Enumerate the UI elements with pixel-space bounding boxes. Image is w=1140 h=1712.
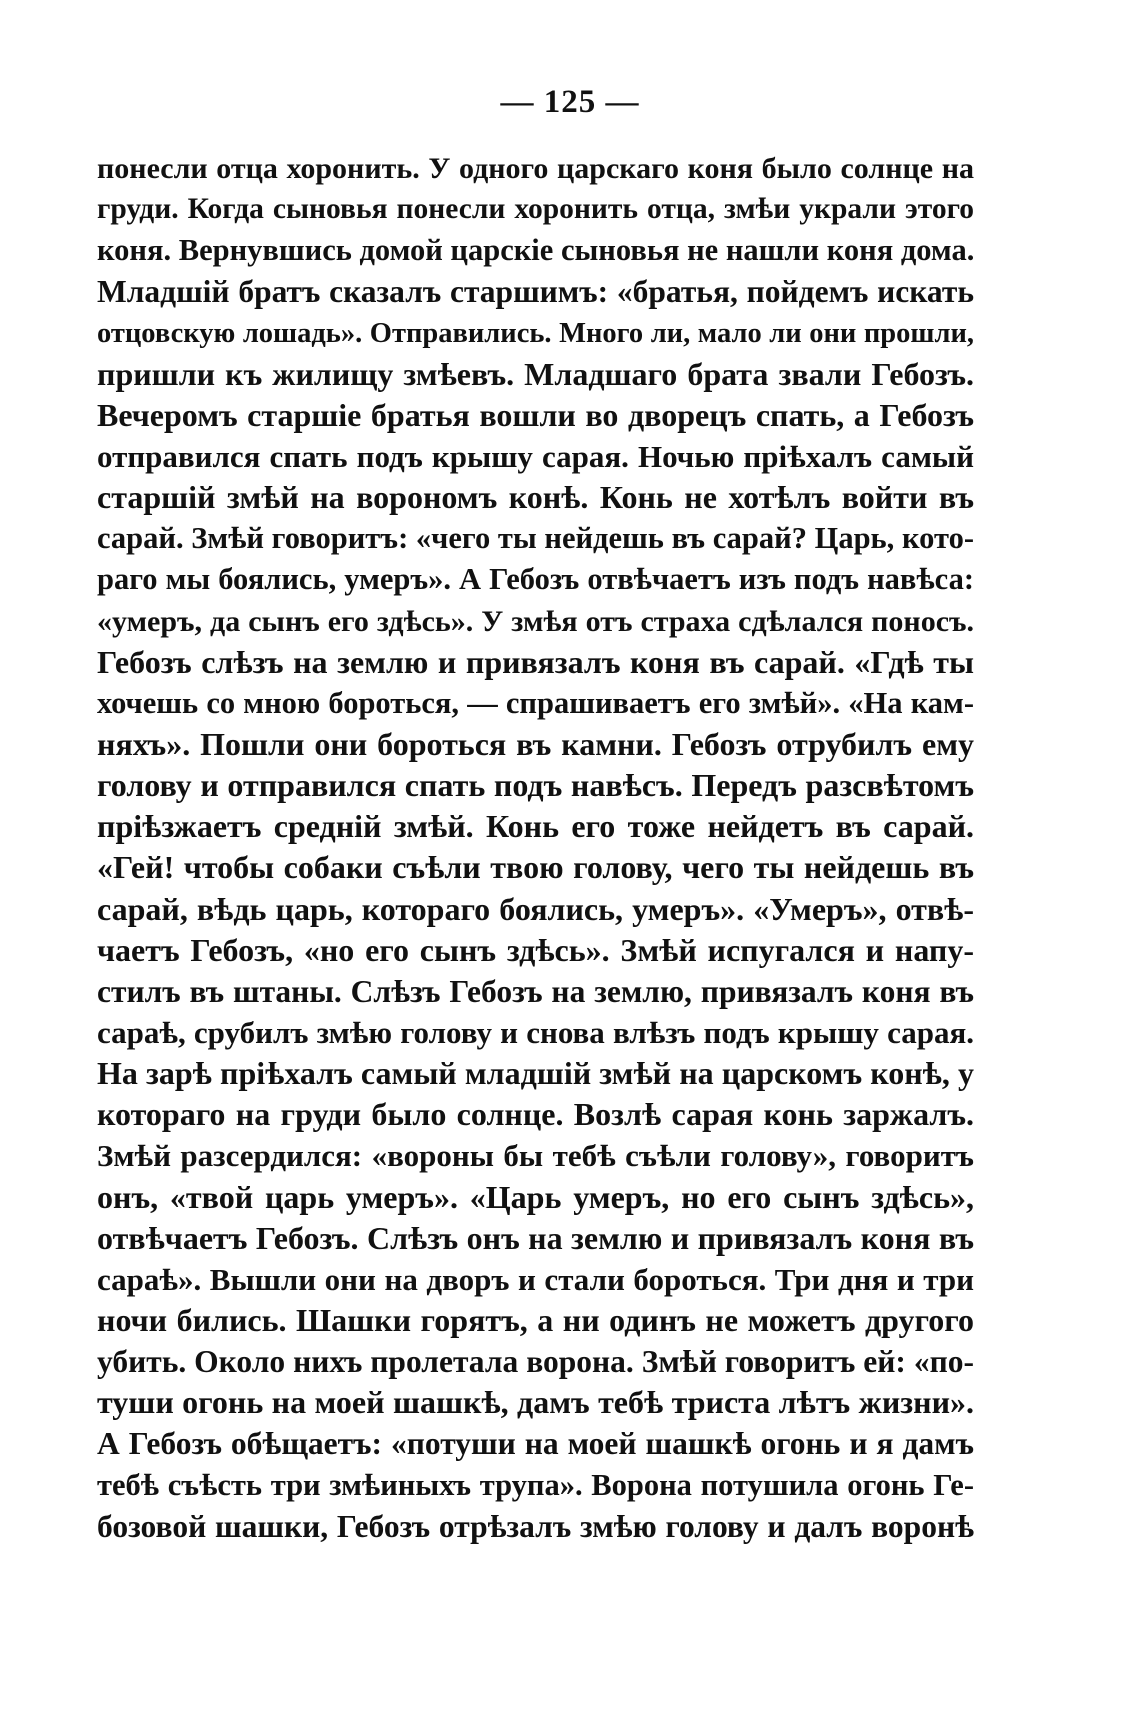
text-line: туши огонь на моей шашкѣ, дамъ тебѣ триста лѣтъ жизни». xyxy=(97,1384,974,1421)
body-text xyxy=(97,148,974,1547)
text-line: «умеръ, да сынъ его здѣсь». У змѣя отъ страха сдѣлался поносъ. xyxy=(97,604,974,638)
text-line: груди. Когда сыновья понесли хоронить отца, змѣи украли этого xyxy=(97,193,974,226)
text-line: Змѣй разсердился: «вороны бы тебѣ съѣли голову», говоритъ xyxy=(97,1138,974,1174)
page-number: — 125 — xyxy=(500,84,640,120)
text-line: стилъ въ штаны. Слѣзъ Гебозъ на землю, привязалъ коня въ xyxy=(97,973,974,1009)
text-line: Гебозъ слѣзъ на землю и привязалъ коня въ сарай. «Гдѣ ты xyxy=(97,643,974,680)
text-line: отвѣчаетъ Гебозъ. Слѣзъ онъ на землю и привязалъ коня въ xyxy=(97,1219,974,1256)
text-line: бозовой шашки, Гебозъ отрѣзалъ змѣю голову и далъ воронѣ xyxy=(97,1508,974,1544)
text-line: сарай, вѣдь царь, котораго боялись, умеръ». «Умеръ», отвѣ- xyxy=(97,890,974,927)
text-line: коня. Вернувшись домой царскіе сыновья не нашли коня дома. xyxy=(97,233,974,268)
text-line: Младшій братъ сказалъ старшимъ: «братья, пойдемъ искать xyxy=(97,274,974,310)
text-line: старшій змѣй на ворономъ конѣ. Конь не хотѣлъ войти въ xyxy=(97,479,974,516)
text-line: сараѣ». Вышли они на дворъ и стали бороться. Три дня и три xyxy=(97,1261,974,1297)
text-line: А Гебозъ обѣщаетъ: «потуши на моей шашкѣ огонь и я дамъ xyxy=(97,1426,974,1462)
text-line: «Гей! чтобы собаки съѣли твою голову, чего ты нейдешь въ xyxy=(97,849,974,886)
text-line: раго мы боялись, умеръ». А Гебозъ отвѣчаетъ изъ подъ навѣса: xyxy=(97,562,974,597)
text-line: сараѣ, срубилъ змѣю голову и снова влѣзъ подъ крышу сарая. xyxy=(97,1014,974,1050)
text-line: Вечеромъ старшіе братья вошли во дворецъ спать, а Гебозъ xyxy=(97,396,974,433)
text-line: понесли отца хоронить. У одного царскаго коня было солнце на xyxy=(97,152,974,185)
text-line: онъ, «твой царь умеръ». «Царь умеръ, но его сынъ здѣсь», xyxy=(97,1178,974,1215)
text-line: тебѣ съѣсть три змѣиныхъ трупа». Ворона потушила огонь Ге- xyxy=(97,1467,974,1502)
text-line: няхъ». Пошли они бороться въ камни. Гебозъ отрубилъ ему xyxy=(97,725,974,762)
text-line: сарай. Змѣй говоритъ: «чего ты нейдешь въ сарай? Царь, кото- xyxy=(97,521,974,556)
text-line: ночи бились. Шашки горятъ, а ни одинъ не можетъ другого xyxy=(97,1301,974,1338)
text-line: убить. Около нихъ пролетала ворона. Змѣй говоритъ ей: «по- xyxy=(97,1344,974,1380)
text-line: пришли къ жилищу змѣевъ. Младшаго брата звали Гебозъ. xyxy=(97,355,974,392)
text-line: голову и отправился спать подъ навѣсъ. Передъ разсвѣтомъ xyxy=(97,767,974,804)
text-line: пріѣзжаетъ средній змѣй. Конь его тоже нейдетъ въ сарай. xyxy=(97,808,974,845)
text-line: хочешь со мною бороться, — спрашиваетъ его змѣй». «На кам- xyxy=(97,685,974,720)
text-line: отцовскую лошадь». Отправились. Много ли, мало ли они прошли, xyxy=(97,317,974,349)
text-line: На зарѣ пріѣхалъ самый младшій змѣй на царскомъ конѣ, у xyxy=(97,1055,974,1092)
text-line: котораго на груди было солнце. Возлѣ сарая конь заржалъ. xyxy=(97,1096,974,1133)
text-line: отправился спать подъ крышу сарая. Ночью пріѣхалъ самый xyxy=(97,438,974,474)
text-line: чаетъ Гебозъ, «но его сынъ здѣсь». Змѣй испугался и напу- xyxy=(97,931,974,968)
